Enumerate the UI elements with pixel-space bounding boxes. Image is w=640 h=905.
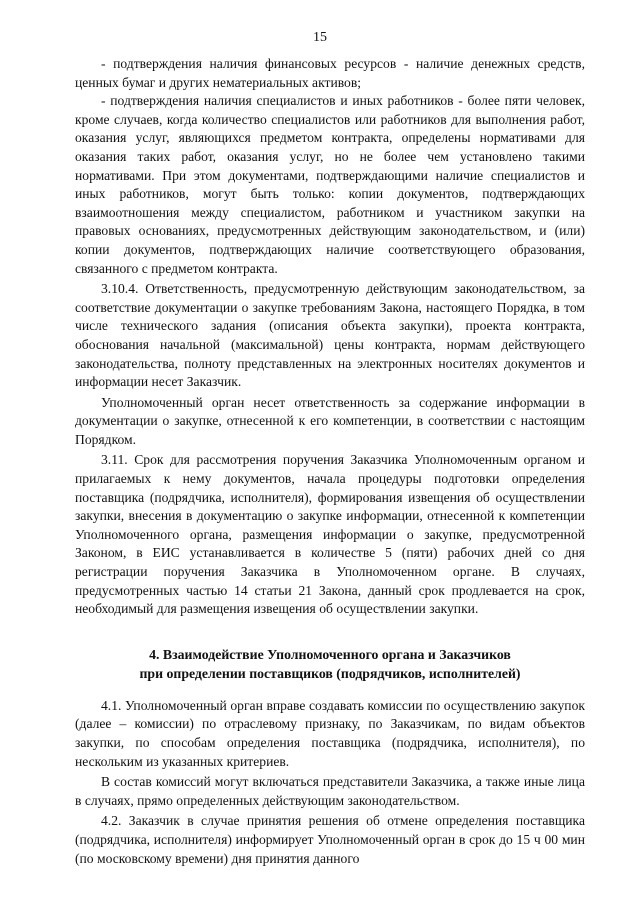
paragraph-authority-responsibility: Уполномоченный орган несет ответственность за содержание информации в документации о закупке, отнесенной к его компетенции, в соответствии с настоящим Порядком.	[75, 394, 585, 447]
paragraph-3-10-4: 3.10.4. Ответственность, предусмотренную действующим законодательством, за соответствие документации о закупке требованиям Закона, настоящего Порядка, в том числе технического задания (описания объекта закупки), проекта контракта, обоснования начальной (максимальной) цены контракта, нормам действующего законодательства, полноту представленных на электронных носителях документов и информации несет Заказчик.	[75, 281, 585, 390]
paragraph-commission-members: В состав комиссий могут включаться представители Заказчика, а также иные лица в случаях, прямо определенных действующим законодательством.	[75, 774, 585, 808]
paragraph-4-1: 4.1. Уполномоченный орган вправе создавать комиссии по осуществлению закупок (далее – комиссии) по отраслевому признаку, по Заказчикам, по видам объектов закупки, по способам определения поставщика (подрядчика, исполнителя), по нескольким из указанных критериев.	[75, 697, 585, 769]
paragraph-4-2: 4.2. Заказчик в случае принятия решения об отмене определения поставщика (подрядчика, исполнителя) информирует Уполномоченный орган в срок до 15 ч 00 мин (по московскому времени) дня принятия данного	[75, 813, 585, 866]
paragraph-3-11: 3.11. Срок для рассмотрения поручения Заказчика Уполномоченным органом и прилагаемых к нему документов, начала процедуры подготовки определения поставщика (подрядчика, исполнителя), формирования извещения об осуществлении закупки, внесения в документацию о закупке информации, отнесенной к компетенции Уполномоченного органа, размещения информации о закупке, предусмотренной Законом, в ЕИС устанавливается в количестве 5 (пяти) рабочих дней со дня регистрации поручения Заказчика в Уполномоченном органе. В случаях, предусмотренных частью 14 статьи 21 Закона, данный срок продлевается на срок, необходимый для размещения извещения об осуществлении закупки.	[75, 452, 585, 617]
section-heading-line-2: при определении поставщиков (подрядчиков, исполнителей)	[139, 665, 521, 681]
paragraph-specialists: - подтверждения наличия специалистов и иных работников - более пяти человек, кроме случаев, когда количество специалистов или работников для выполнения работ, оказания услуг, являющихся предметом контракта, определены нормативами для оказания таких работ, оказания услуг, но не более чем установлено такими нормативами. При этом документами, подтверждающими наличие специалистов и иных работников, могут быть только: копии документов, подтверждающих взаимоотношения между специалистом, работником и участником закупки на правовых основаниях, предусмотренных действующим законодательством, и (или) копии документов, подтверждающих наличие соответствующего образования, связанного с предметом контракта.	[75, 93, 585, 276]
paragraph-financial-resources: - подтверждения наличия финансовых ресурсов - наличие денежных средств, ценных бумаг и других нематериальных активов;	[75, 56, 585, 90]
page-number: 15	[313, 30, 327, 45]
document-body	[75, 55, 585, 868]
section-heading-line-1: 4. Взаимодействие Уполномоченного органа и Заказчиков	[149, 646, 511, 662]
section-heading	[75, 645, 585, 683]
